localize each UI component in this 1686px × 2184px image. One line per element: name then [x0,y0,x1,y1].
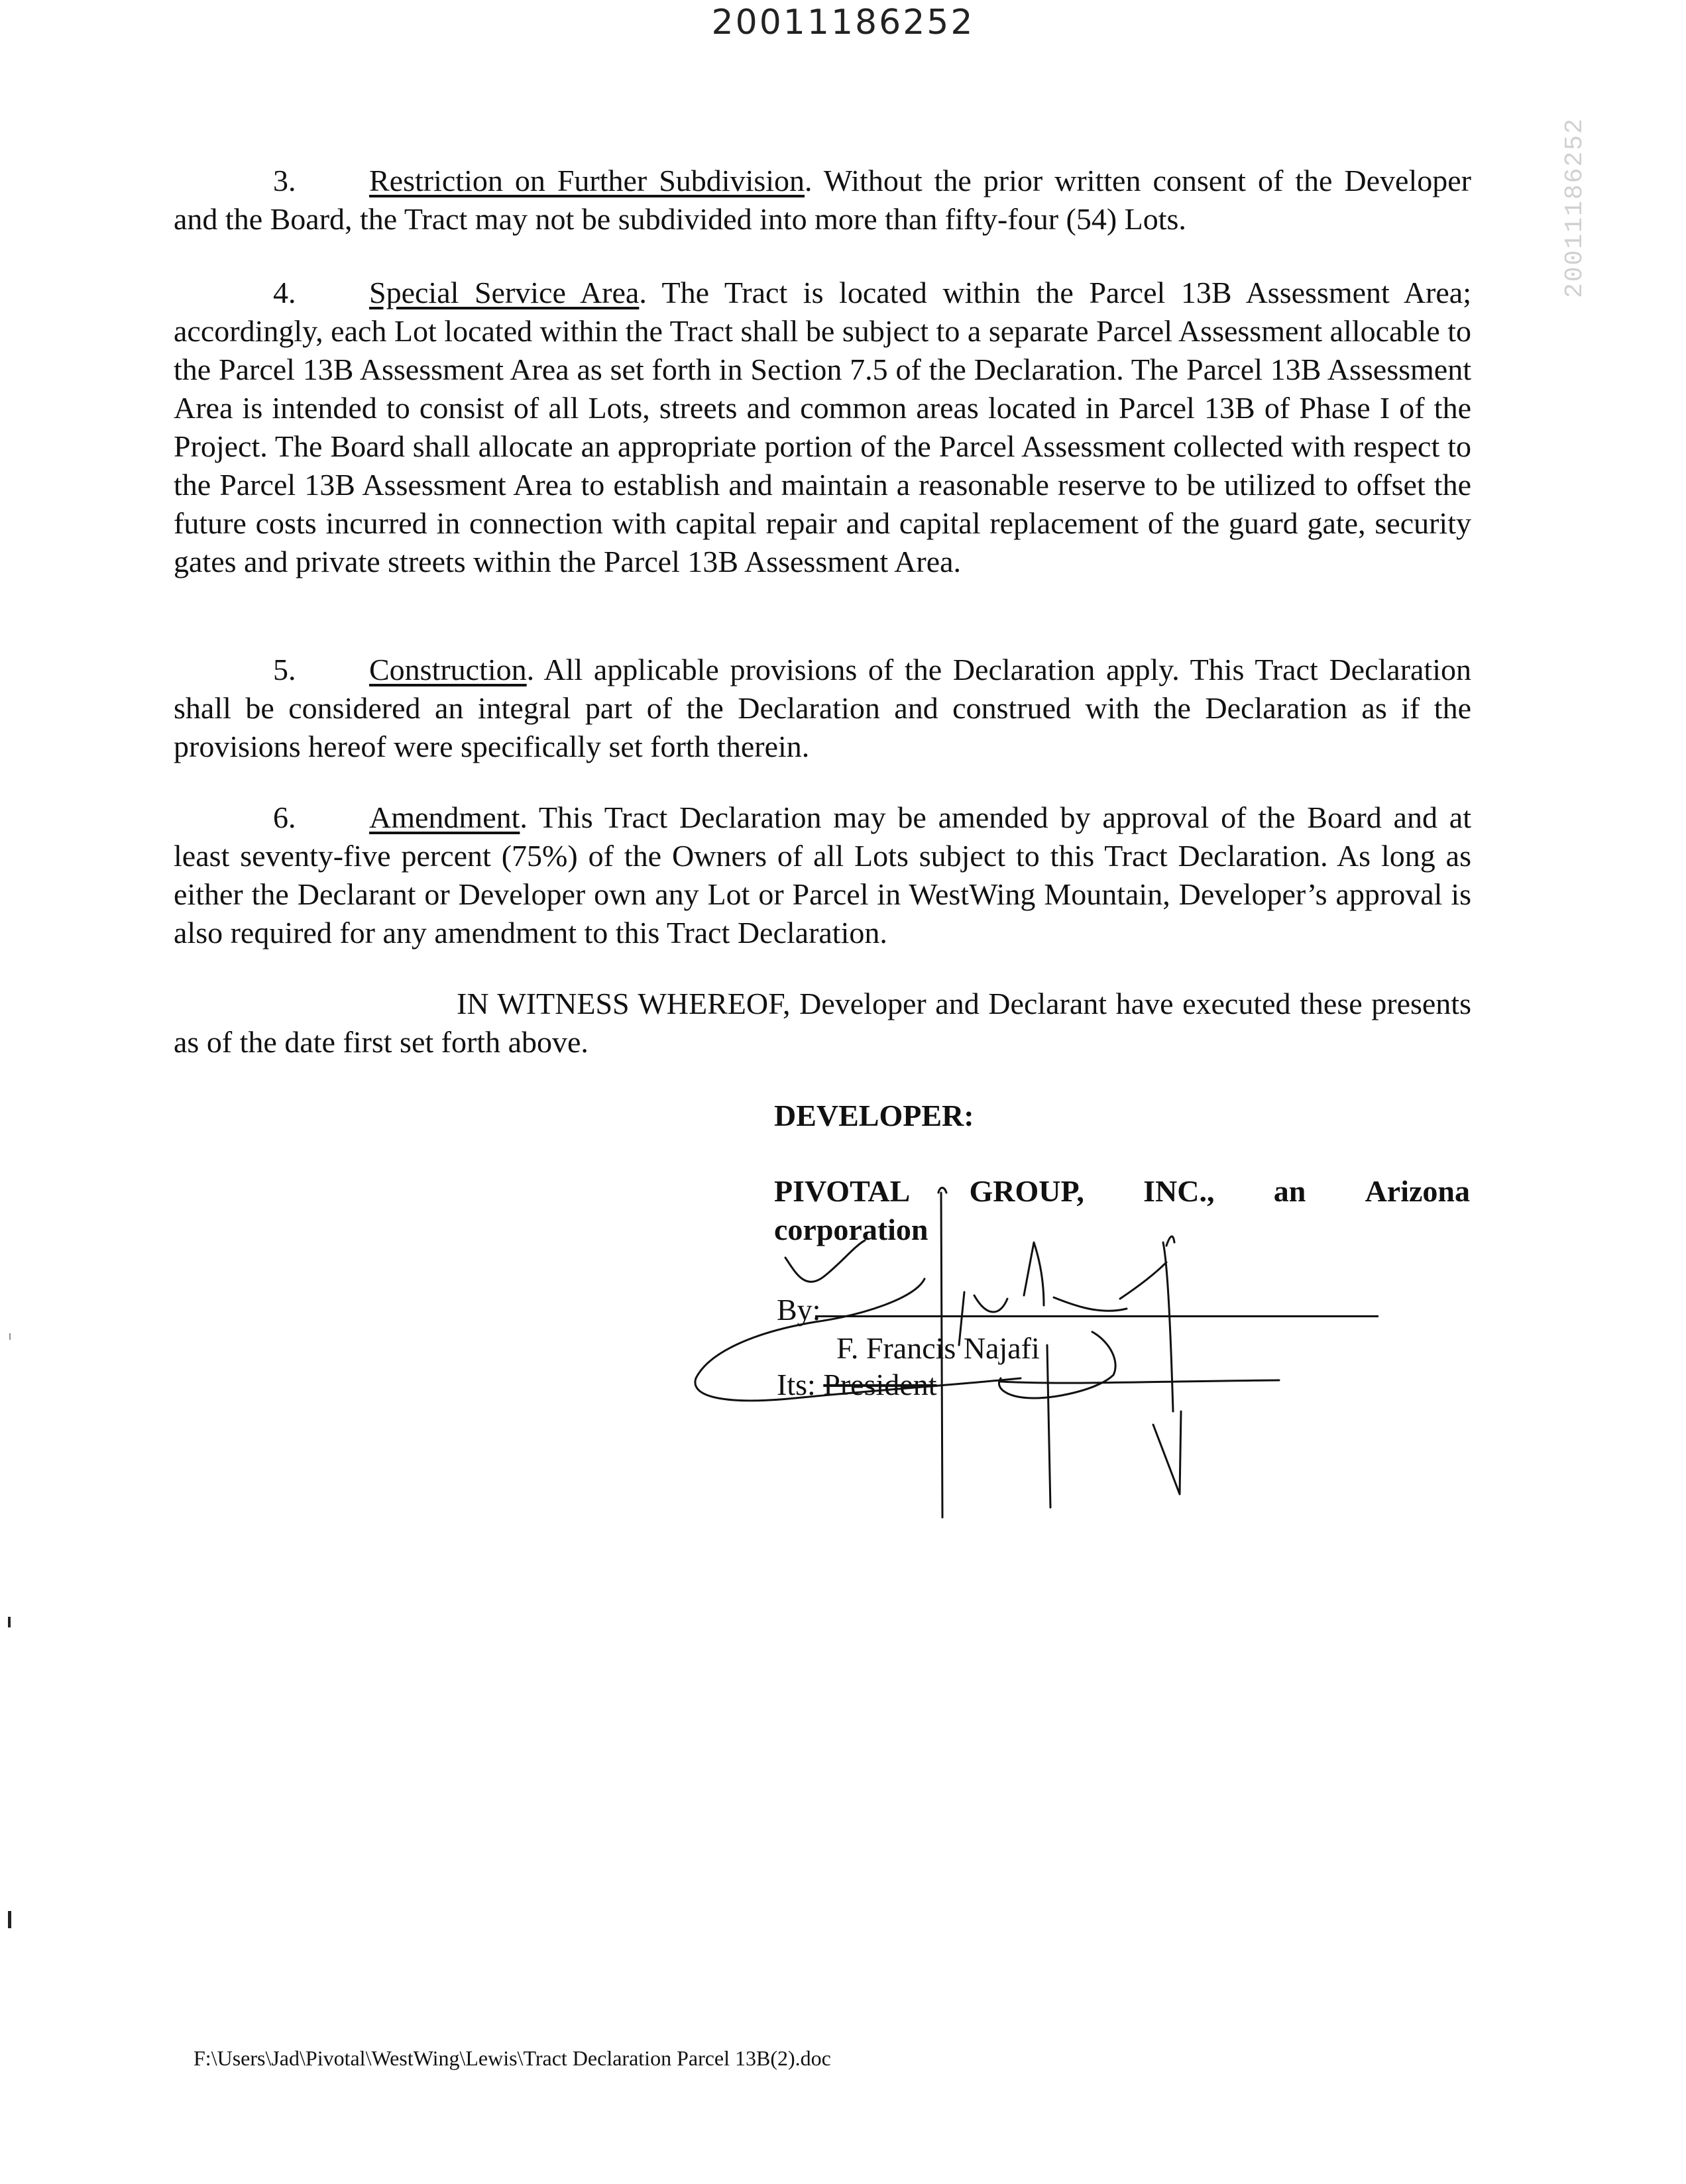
developer-label: DEVELOPER: [774,1099,974,1132]
section-heading: Restriction on Further Subdivision [369,164,805,197]
company-word: an [1273,1174,1306,1208]
section-text: . Without the prior written consent of the Developer and the Board, the Tract may not be subdivided into more than fifty-four (54) Lots. [174,164,1471,236]
section-number: 4. [273,276,296,309]
its-label: Its: [777,1368,816,1401]
company-name-line-2: corporation [774,1213,928,1246]
scan-artifact [9,1333,11,1340]
section-number: 3. [273,164,296,197]
company-word: PIVOTAL [774,1174,911,1208]
witness-text: IN WITNESS WHEREOF, Developer and Declarant have executed these presents as of the date first set forth above. [174,987,1471,1059]
its-line [777,1367,936,1402]
by-label: By: [777,1293,821,1327]
section-text: . The Tract is located within the Parcel 13B Assessment Area; accordingly, each Lot located within the Tract shall be subject to a separate Parcel Assessment allocable to the Parcel 13B Assessment Area as set forth in Section 7.5 of the Declaration. The Parcel 13B Assessment Area is intended to consist of all Lots, streets and common areas located in Parcel 13B of Phase I of the Project. The Board shall allocate an appropriate portion of the Parcel Assessment collected with respect to the Parcel 13B Assessment Area to establish and maintain a reasonable reserve to be utilized to offset the future costs incurred in connection with capital repair and capital replacement of the guard gate, security gates and private streets within the Parcel 13B Assessment Area. [174,276,1471,578]
company-word: GROUP, [969,1174,1084,1208]
side-recording-stamp: 20011186252 [1561,117,1589,298]
company-name-line [774,1173,1470,1210]
section-text: . All applicable provisions of the Declaration apply. This Tract Declaration shall be considered an integral part of the Declaration and construed with the Declaration as if the provisions hereof were specifically set forth therein. [174,653,1471,763]
section-3 [174,162,1471,239]
section-heading: Construction [369,653,527,686]
section-text: . This Tract Declaration may be amended by approval of the Board and at least seventy-five percent (75%) of the Owners of all Lots subject to this Tract Declaration. As long as either the Declarant or Developer own any Lot or Parcel in WestWing Mountain, Developer’s approval is also required for any amendment to this Tract Declaration. [174,800,1471,950]
witness-clause [174,985,1471,1062]
company-word: INC., [1143,1174,1215,1208]
section-heading: Special Service Area [369,276,640,309]
section-number: 5. [273,653,296,686]
scan-artifact [8,1911,11,1928]
its-title: President [823,1368,937,1401]
recording-number: 20011186252 [711,3,975,42]
section-number: 6. [273,800,296,834]
section-5 [174,651,1471,766]
section-heading: Amendment [369,800,520,834]
company-word: Arizona [1365,1174,1470,1208]
scan-artifact [8,1617,11,1627]
file-path-footer: F:\Users\Jad\Pivotal\WestWing\Lewis\Tract Declaration Parcel 13B(2).doc [194,2046,831,2070]
signature-line [815,1315,1378,1317]
section-4 [174,274,1471,581]
signer-name: F. Francis Najafi [836,1331,1040,1365]
section-6 [174,798,1471,952]
